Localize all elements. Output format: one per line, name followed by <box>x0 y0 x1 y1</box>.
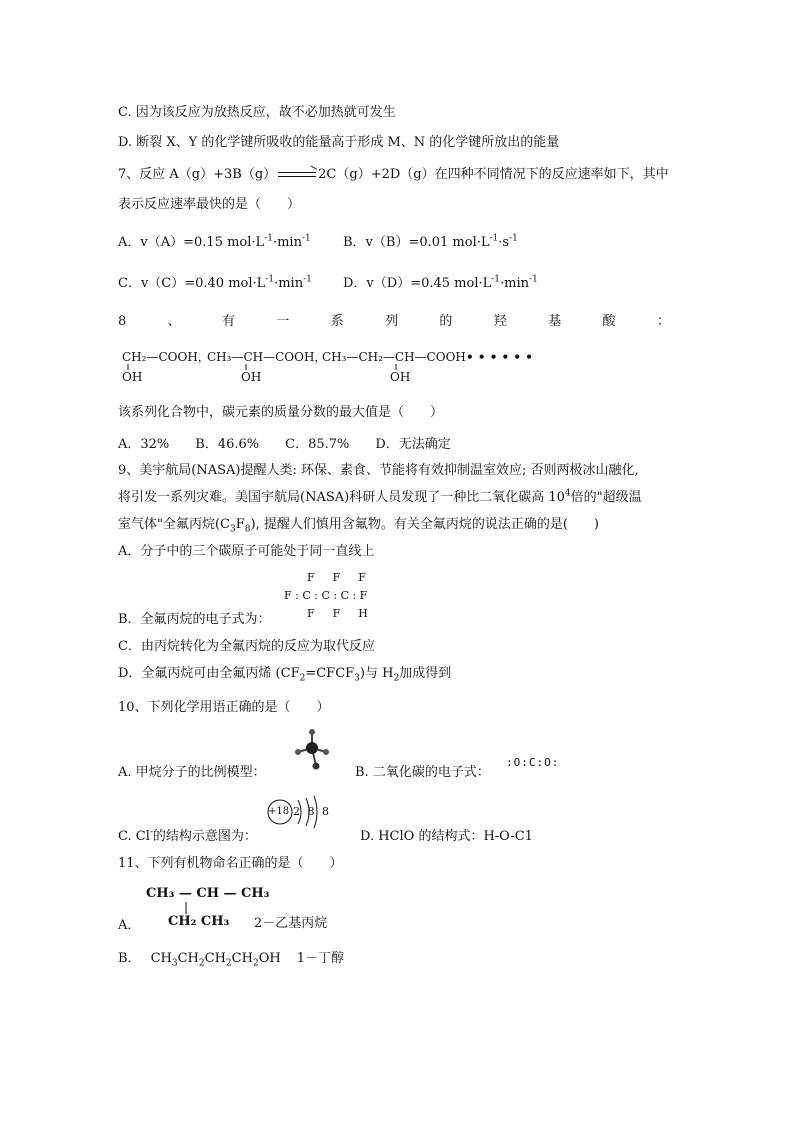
q11b-sub: 2 <box>198 958 205 969</box>
option-9b: B．全氟丙烷的电子式为： <box>118 612 271 627</box>
option-7d-exp1: -1 <box>491 274 501 285</box>
option-7a-unit: ·min <box>272 235 302 250</box>
question-8-stem <box>118 313 670 331</box>
option-7b-exp1: -1 <box>489 233 499 244</box>
option-7c-unit: ·min <box>274 276 304 291</box>
option-7b-unit: ·s <box>498 235 510 250</box>
option-10b: B. 二氧化碳的电子式： <box>355 765 490 780</box>
question-11-stem: 11、下列有机物命名正确的是（ ） <box>118 856 343 871</box>
option-7d-text: D．v（D）=0.45 mol·L <box>343 276 492 291</box>
q10c-a: C. Cl <box>118 829 150 844</box>
option-7a <box>118 234 311 252</box>
ellipsis-dots: • • • • • • <box>466 350 533 364</box>
q8-char: 的 <box>439 314 453 329</box>
electron-formula-bottom <box>307 606 386 622</box>
q8-char: 8 <box>118 314 127 329</box>
methane-model-icon <box>290 726 340 776</box>
q11b-ch: CH <box>177 951 199 966</box>
atom-f: F <box>332 607 359 620</box>
ion-nucleus-label: +18 <box>268 806 290 817</box>
q11b-formula <box>150 951 281 969</box>
q11b-ch: CH <box>150 951 172 966</box>
equilibrium-arrow-icon <box>278 170 316 180</box>
q9-line3-sub2: 8 <box>244 524 251 535</box>
question-9-line3 <box>118 516 599 534</box>
q11b-ch: CH <box>231 951 253 966</box>
option-9a: A．分子中的三个碳原子可能处于同一直线上 <box>118 544 375 559</box>
atom-f: F <box>307 607 333 620</box>
option-7c <box>118 275 312 293</box>
option-7b-text: B．v（B）=0.01 mol·L <box>343 235 490 250</box>
q9-line2-a: 将引发一系列灾难。美国宇航局(NASA)科研人员发现了一种比二氧化碳高 10 <box>118 490 565 505</box>
q9-line3-b: ), 提醒人们慎用含氟物。有关全氟丙烷的说法正确的是( ) <box>250 517 599 532</box>
q11b-name: 1－丁醇 <box>296 951 344 966</box>
q7-stem-part-a: 7、反应 A（g）+3B（g） <box>118 167 277 182</box>
option-7a-exp2: -1 <box>301 233 311 244</box>
option-11b <box>118 950 344 968</box>
q11b-sub: 2 <box>252 958 259 969</box>
q10c-sup: - <box>149 827 153 838</box>
option-11a-label: A． <box>118 918 141 933</box>
q11b-label: B． <box>118 951 141 966</box>
option-10d: D. HClO 的结构式：H-O-C1 <box>360 829 533 844</box>
option-7a-text: A．v（A）=0.15 mol·L <box>118 235 265 250</box>
q9d-c: 加成得到 <box>399 666 452 681</box>
option-7a-exp1: -1 <box>264 233 273 244</box>
q8-char: 列 <box>385 314 399 329</box>
q9d-a: D．全氟丙烷可由全氟丙烯 (CF <box>118 666 300 681</box>
formula-3-top: CH₃—CH₂—CH—COOH <box>322 350 466 364</box>
option-10a: A. 甲烷分子的比例模型： <box>118 765 266 780</box>
q8-char: 酸 <box>602 314 616 329</box>
formula-2-oh: OH <box>241 370 262 384</box>
q11b-oh: OH <box>258 951 281 966</box>
q10c-b: 的结构示意图为： <box>152 829 257 844</box>
ion-shell-counts: 2 8 8 <box>293 805 331 818</box>
formula-1-top: CH₂—COOH， <box>122 350 210 364</box>
q8-char: 基 <box>548 314 562 329</box>
option-7b <box>343 234 518 252</box>
electron-formula-top <box>307 570 384 586</box>
q11a-name: 2－乙基丙烷 <box>254 916 328 931</box>
atom-f: F <box>307 571 333 584</box>
question-7-stem <box>118 166 669 184</box>
option-6c: C. 因为该反应为放热反应，故不必加热就可发生 <box>118 105 396 120</box>
question-7-stem-line2: 表示反应速率最快的是（ ） <box>118 197 301 212</box>
formula-1-oh: OH <box>122 370 143 384</box>
q11b-ch: CH <box>204 951 226 966</box>
q9-line2-sup: 4 <box>564 488 571 499</box>
co2-electron-formula: :O:C:O: <box>506 756 560 769</box>
option-10c <box>118 828 257 846</box>
question-9-line1: 9、美宇航局(NASA)提醒人类: 环保、素食、节能将有效抑制温室效应; 否则两极冰山融化, <box>118 463 639 478</box>
atom-h: H <box>358 607 386 620</box>
q8-char: 一 <box>276 314 290 329</box>
q9-line2-b: 倍的"超级温 <box>570 490 642 505</box>
option-9d <box>118 665 451 683</box>
bond-lines <box>0 358 794 398</box>
electron-formula-middle: F : C : C : C : F <box>284 589 368 602</box>
option-7c-text: C．v（C）=0.40 mol·L <box>118 276 266 291</box>
q9d-m: =CFCF <box>305 666 355 681</box>
q8-char: ： <box>656 314 670 329</box>
question-10-stem: 10、下列化学用语正确的是（ ） <box>118 700 330 715</box>
option-7b-exp2: -1 <box>509 233 518 244</box>
option-6d: D. 断裂 X、Y 的化学键所吸收的能量高于形成 M、N 的化学键所放出的能量 <box>118 135 560 150</box>
q9d-sub2: 3 <box>354 673 360 684</box>
q7-stem-part-b: 2C（g）+2D（g）在四种不同情况下的反应速率如下，其中 <box>318 167 669 182</box>
q9-line3-a: 室气体"全氟丙烷(C <box>118 517 230 532</box>
option-7d-unit: ·min <box>500 276 530 291</box>
q9d-b: )与 H <box>359 666 394 681</box>
atom-f: F <box>332 571 359 584</box>
option-7d <box>343 275 538 293</box>
q9-line3-f: F <box>235 517 245 532</box>
q8-char: 有 <box>221 314 235 329</box>
q9d-sub3: 2 <box>393 673 400 684</box>
q9-line3-sub1: 3 <box>230 524 236 535</box>
question-8-stem-line2: 该系列化合物中，碳元素的质量分数的最大值是（ ） <box>118 405 444 420</box>
question-9-line2 <box>118 489 642 507</box>
question-8-options: A．32% B．46.6% C．85.7% D．无法确定 <box>118 437 451 452</box>
option-7d-exp2: -1 <box>529 274 538 285</box>
q9d-sub1: 2 <box>299 673 306 684</box>
option-7c-exp1: -1 <box>265 274 275 285</box>
q8-char: 系 <box>330 314 344 329</box>
q11a-formula-top: CH₃ — CH — CH₃ <box>146 886 270 901</box>
q11b-sub: 3 <box>171 958 178 969</box>
formula-3-oh: OH <box>390 370 411 384</box>
formula-2-top: CH₃—CH—COOH， <box>207 350 327 364</box>
q8-char: 羟 <box>493 314 507 329</box>
atom-f: F <box>358 571 384 584</box>
q8-char: 、 <box>167 314 181 329</box>
q11a-formula-bottom: CH₂ CH₃ <box>168 914 230 929</box>
q11b-sub: 2 <box>225 958 232 969</box>
option-9c: C．由丙烷转化为全氟丙烷的反应为取代反应 <box>118 639 375 654</box>
option-7c-exp2: -1 <box>303 274 312 285</box>
